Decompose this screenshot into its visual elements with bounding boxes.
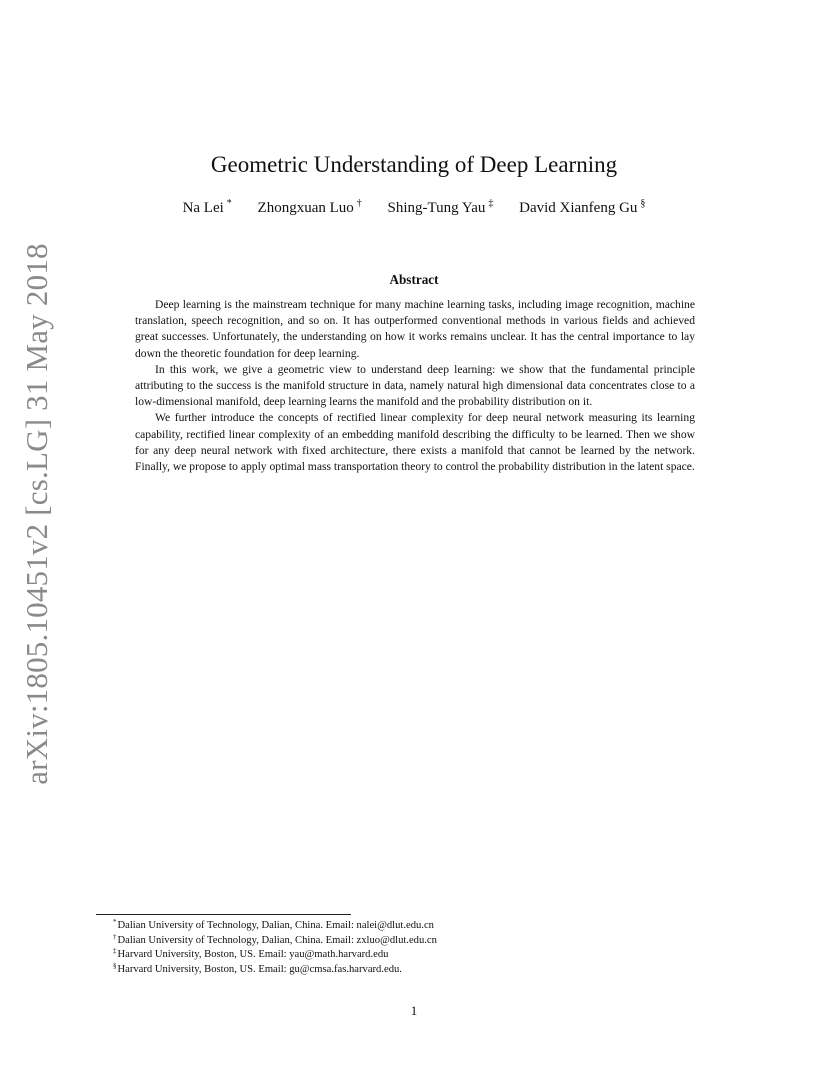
footnote-mark: * — [113, 918, 117, 926]
abstract-paragraph: Deep learning is the mainstream technique for many machine learning tasks, including image recognition, machine translation, speech recognition, and so on. It has outperformed conventional methods in various fields and achieved great successes. Unfortunately, the understanding on how it works remains unclear. It has the central importance to lay down the theoretic foundation for deep learning. — [135, 298, 695, 360]
footnote-text: Dalian University of Technology, Dalian, China. Email: zxluo@dlut.edu.cn — [117, 934, 437, 946]
author-footnote-mark: † — [356, 198, 362, 209]
footnote-item — [113, 919, 713, 934]
author-shing-tung-yau — [388, 198, 494, 218]
abstract-body — [135, 297, 695, 475]
author-name: Na Lei — [182, 200, 224, 216]
footnote-item — [113, 963, 713, 978]
footnote-mark: † — [113, 932, 117, 941]
abstract-paragraph: In this work, we give a geometric view to understand deep learning: we show that the fundamental principle attributing to the success is the manifold structure in data, namely natural high dimensional data concentrates close to a low-dimensional manifold, deep learning learns the manifold and the probability distribution on it. — [135, 362, 695, 409]
author-name: Zhongxuan Luo — [257, 200, 354, 216]
author-david-xianfeng-gu — [519, 198, 645, 218]
footnote-text: Harvard University, Boston, US. Email: yau@math.harvard.edu — [117, 949, 389, 961]
footnote-item — [113, 948, 713, 963]
author-na-lei — [183, 198, 232, 218]
arxiv-identifier-stamp: arXiv:1805.10451v2 [cs.LG] 31 May 2018 — [19, 243, 54, 785]
footnote-text: Harvard University, Boston, US. Email: gu@cmsa.fas.harvard.edu. — [117, 963, 402, 975]
author-name: Shing-Tung Yau — [387, 200, 486, 216]
author-list — [0, 198, 828, 218]
author-footnote-mark: ‡ — [488, 198, 494, 209]
author-footnote-mark: * — [226, 198, 232, 209]
footnote-item — [113, 934, 713, 949]
author-zhongxuan-luo — [258, 198, 362, 218]
abstract-heading: Abstract — [389, 272, 439, 287]
abstract-paragraph: We further introduce the concepts of rectified linear complexity for deep neural network measuring its learning capability, rectified linear complexity of an embedding manifold describing the difficulty to be learned. Then we show for any deep neural network with fixed architecture, there exists a manifold that cannot be learned by the network. Finally, we propose to apply optimal mass transportation theory to control the probability distribution in the latent space. — [135, 411, 695, 474]
paper-title: Geometric Understanding of Deep Learning — [210, 152, 618, 177]
footnote-text: Dalian University of Technology, Dalian, China. Email: nalei@dlut.edu.cn — [117, 920, 434, 931]
footnote-mark: ‡ — [113, 947, 117, 956]
footnote-mark: § — [113, 961, 117, 970]
author-name: David Xianfeng Gu — [519, 200, 638, 216]
footnotes — [113, 919, 713, 977]
author-footnote-mark: § — [640, 198, 646, 209]
footnote-divider — [96, 914, 351, 915]
page-number: 1 — [410, 1003, 418, 1018]
